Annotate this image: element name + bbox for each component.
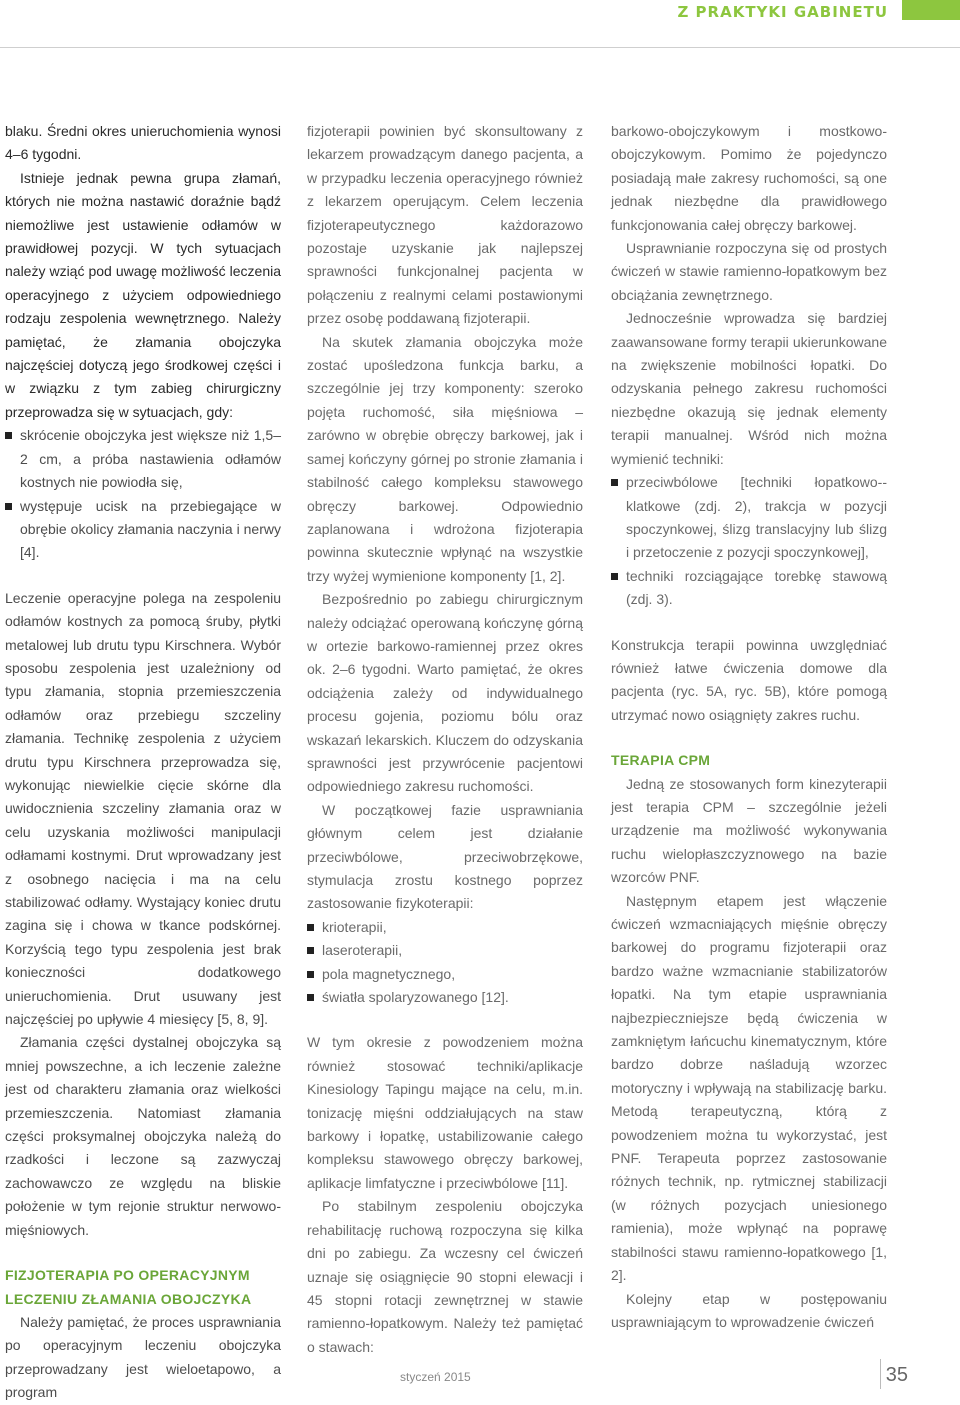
- paragraph: Kolejny etap w postępowaniu usprawniającym to wprowadzenie ćwiczeń: [611, 1290, 887, 1330]
- paragraph: Bezpośrednio po zabiegu chirurgicznym należy odciążać operowaną kończynę górną w ortezie barkowo-ramiennej przez okres ok. 2–6 tygodni. Warto pamiętać, że okres odciążenia zależy od indywidualnego procesu gojenia, poziomu bólu oraz wskazań lekarskich. Kluczem do odzyskania sprawności jest przywrócenie pacjentowi odpowiedniego zakresu ruchomości.: [307, 591, 583, 795]
- bullet-list: [307, 916, 583, 1010]
- bullet-list: [611, 471, 887, 611]
- article-column-2: [307, 120, 583, 1359]
- list-item: skrócenie obojczyka jest większe niż 1,5–2 cm, a próba nastawienia odłamów kostnych nie powiodła się,: [5, 424, 281, 494]
- issue-date: styczeń 2015: [400, 1370, 471, 1384]
- paragraph: Leczenie operacyjne polega na zespoleniu odłamów kostnych za pomocą śruby, płytki metalowej lub drutu typu Kirschnera. Wybór sposobu zespolenia jest uzależniony od typu złamania, stopnia przemieszczenia odłamów oraz przebiegu szczeliny złamania. Technikę zespolenia z użyciem drutu typu Kirschnera przeprowadza się, wykonując niewielkie cięcie skórne dla uwidocznienia szczeliny złamania oraz w celu uzyskania możliwości manipulacji odłamami kostnymi. Drut wprowadzany jest z osobnego nacięcia i ma na celu stabilizować odłamy. Wystający koniec drutu zagina się i chowa w tkance podskórnej. Korzyścią tego typu zespolenia jest brak konieczności dodatkowego unieruchomienia. Drut usuwany jest najczęściej po upływie 4 miesięcy [5, 8, 9].: [5, 589, 281, 1028]
- list-item: pola magnetycznego,: [307, 963, 583, 986]
- section-heading: TERAPIA CPM: [611, 752, 711, 769]
- paragraph: W początkowej fazie usprawniania głównym celem jest działanie przeciwbólowe, przeciwobrzękowe, stymulacja zrostu kostnego poprzez zastosowanie fizykoterapii:: [307, 801, 583, 912]
- section-heading: [5, 1264, 281, 1311]
- paragraph: Następnym etapem jest włączenie ćwiczeń wzmacniających mięśnie obręczy barkowej do programu fizjoterapii oraz bardzo ważne wzmacnianie stabilizatorów łopatki. Na tym etapie usprawniania najbezpieczniejsze będą ćwiczenia w zamkniętym łańcuchu kinematycznym, które bardzo dobrze naśladują wzorzec motoryczny i wpływają na stabilizację barku. Metodą terapeutyczną, którą z powodzeniem można tu wykorzystać, jest PNF. Terapeuta poprzez zastosowanie różnych technik, np. rytmicznej stabilizacji (w różnych pozycjach uniesionego ramienia), może wpłynąć na poprawę stabilności stawu ramienno-łopatkowego [1, 2].: [611, 892, 887, 1284]
- section-title: Z PRAKTYKI GABINETU: [677, 3, 888, 21]
- footer-divider: [880, 1359, 881, 1389]
- list-item: krioterapii,: [307, 916, 583, 939]
- list-item: światła spolaryzowanego [12].: [307, 986, 583, 1009]
- article-column-1: [5, 120, 281, 1405]
- paragraph: Jednocześnie wprowadza się bardziej zaawansowane formy terapii ukierunkowane na zwiększenie mobilności łopatki. Do odzyskania pełnego zakresu ruchomości niezbędne okazują się jednak elementy terapii manualnej. Wśród nich można wymienić techniki:: [611, 310, 887, 467]
- list-item: występuje ucisk na przebiegające w obrębie okolicy złamania naczynia i nerwy [4].: [5, 495, 281, 565]
- paragraph: Konstrukcja terapii powinna uwzględniać również łatwe ćwiczenia domowe dla pacjenta (ryc. 5A, ryc. 5B), które pomogą utrzymać nowo osiągnięty zakres ruchu.: [611, 636, 887, 723]
- paragraph: barkowo-obojczykowym i mostkowo-obojczykowym. Pomimo że pojedynczo posiadają małe zakresy ruchomości, są one jednak niezbędne dla prawidłowego funkcjonowania całej obręczy barkowej.: [611, 123, 887, 233]
- paragraph: Na skutek złamania obojczyka może zostać upośledzona funkcja barku, a szczególnie jej trzy komponenty: szeroko pojęta ruchomość, siła mięśniowa – zarówno w obrębie obręczy barkowej, jak i samej kończyny górnej po stronie złamania i stabilność całego kompleksu stawowego obręczy barkowej. Odpowiednio zaplanowana i wdrożona fizjoterapia powinna skutecznie wpłynąć na wszystkie trzy wyżej wymienione komponenty [1, 2].: [307, 333, 583, 584]
- section-heading-line: LECZENIU ZŁAMANIA OBOJCZYKA: [5, 1290, 252, 1307]
- section-color-tab: [902, 0, 960, 20]
- paragraph: Istnieje jednak pewna grupa złamań, których nie można nastawić doraźnie bądź niemożliwe jest ustawienie odłamów w prawidłowej pozycji. W tych sytuacjach należy wziąć pod uwagę możliwość leczenia operacyjnego z użyciem odpowiedniego rodzaju zespolenia wewnętrznego. Należy pamiętać, że złamania obojczyka najczęściej dotyczą jego środkowej części i w związku z tym zabieg chirurgiczny przeprowadza się w sytuacjach, gdy:: [5, 169, 281, 420]
- section-heading-line: FIZJOTERAPIA PO OPERACYJNYM: [5, 1267, 250, 1284]
- paragraph: Należy pamiętać, że proces usprawniania po operacyjnym leczeniu obojczyka przeprowadzany jest wieloetapowo, a program: [5, 1313, 281, 1401]
- paragraph: Jedną ze stosowanych form kinezyterapii jest terapia CPM – szczególnie jeżeli urządzenie ma możliwość wykonywania ruchu wielopłaszczyznowego na bazie wzorców PNF.: [611, 775, 887, 886]
- paragraph: blaku. Średni okres unieruchomienia wynosi 4–6 tygodni.: [5, 123, 281, 163]
- page-number: 35: [885, 1364, 908, 1386]
- bullet-list: [5, 424, 281, 564]
- paragraph: fizjoterapii powinien być skonsultowany z lekarzem prowadzącym danego pacjenta, a w przypadku leczenia operacyjnego również z lekarzem operującym. Celem leczenia fizjoterapeutycznego każdorazowo pozostaje uzyskanie jak najlepszej sprawności funkcjonalnej pacjenta w połączeniu z realnymi celami postawionymi przez osobę poddawaną fizjoterapii.: [307, 123, 583, 327]
- paragraph: W tym okresie z powodzeniem można również stosować techniki/aplikacje Kinesiology Tapingu mające na celu, m.in. tonizację mięśni oddziałujących na staw barkowy i łopatkę, ustabilizowanie całego kompleksu stawowego obręczy barkowej, aplikacje limfatyczne i przeciwbólowe [11].: [307, 1034, 583, 1191]
- paragraph: Usprawnianie rozpoczyna się od prostych ćwiczeń w stawie ramienno-łopatkowym bez obciążania zewnętrznego.: [611, 240, 887, 303]
- paragraph: Złamania części dystalnej obojczyka są mniej powszechne, a ich leczenie zależne jest od charakteru złamania oraz wielkości przemieszczenia. Natomiast złamania części proksymalnej obojczyka należą do rzadkości i leczone są zazwyczaj zachowawczo ze względu na bliskie położenie w tym rejonie struktur nerwowo-mięśniowych.: [5, 1034, 281, 1238]
- list-item: techniki rozciągające torebkę stawową (zdj. 3).: [611, 565, 887, 612]
- article-column-3: [611, 120, 887, 1334]
- header-divider: [0, 47, 960, 48]
- list-item: laseroterapii,: [307, 939, 583, 962]
- list-item: przeciwbólowe [techniki łopatkowo--klatkowe (zdj. 2), trakcja w pozycji spoczynkowej, ślizg translacyjny lub ślizg i przetoczenie z pozycji spoczynkowej],: [611, 471, 887, 565]
- paragraph: Po stabilnym zespoleniu obojczyka rehabilitację ruchową rozpoczyna się kilka dni po zabiegu. Za wczesny cel ćwiczeń uznaje się osiągnięcie 90 stopni elewacji i 45 stopni rotacji zewnętrznej w stawie ramienno-łopatkowym. Należy też pamiętać o stawach:: [307, 1198, 583, 1355]
